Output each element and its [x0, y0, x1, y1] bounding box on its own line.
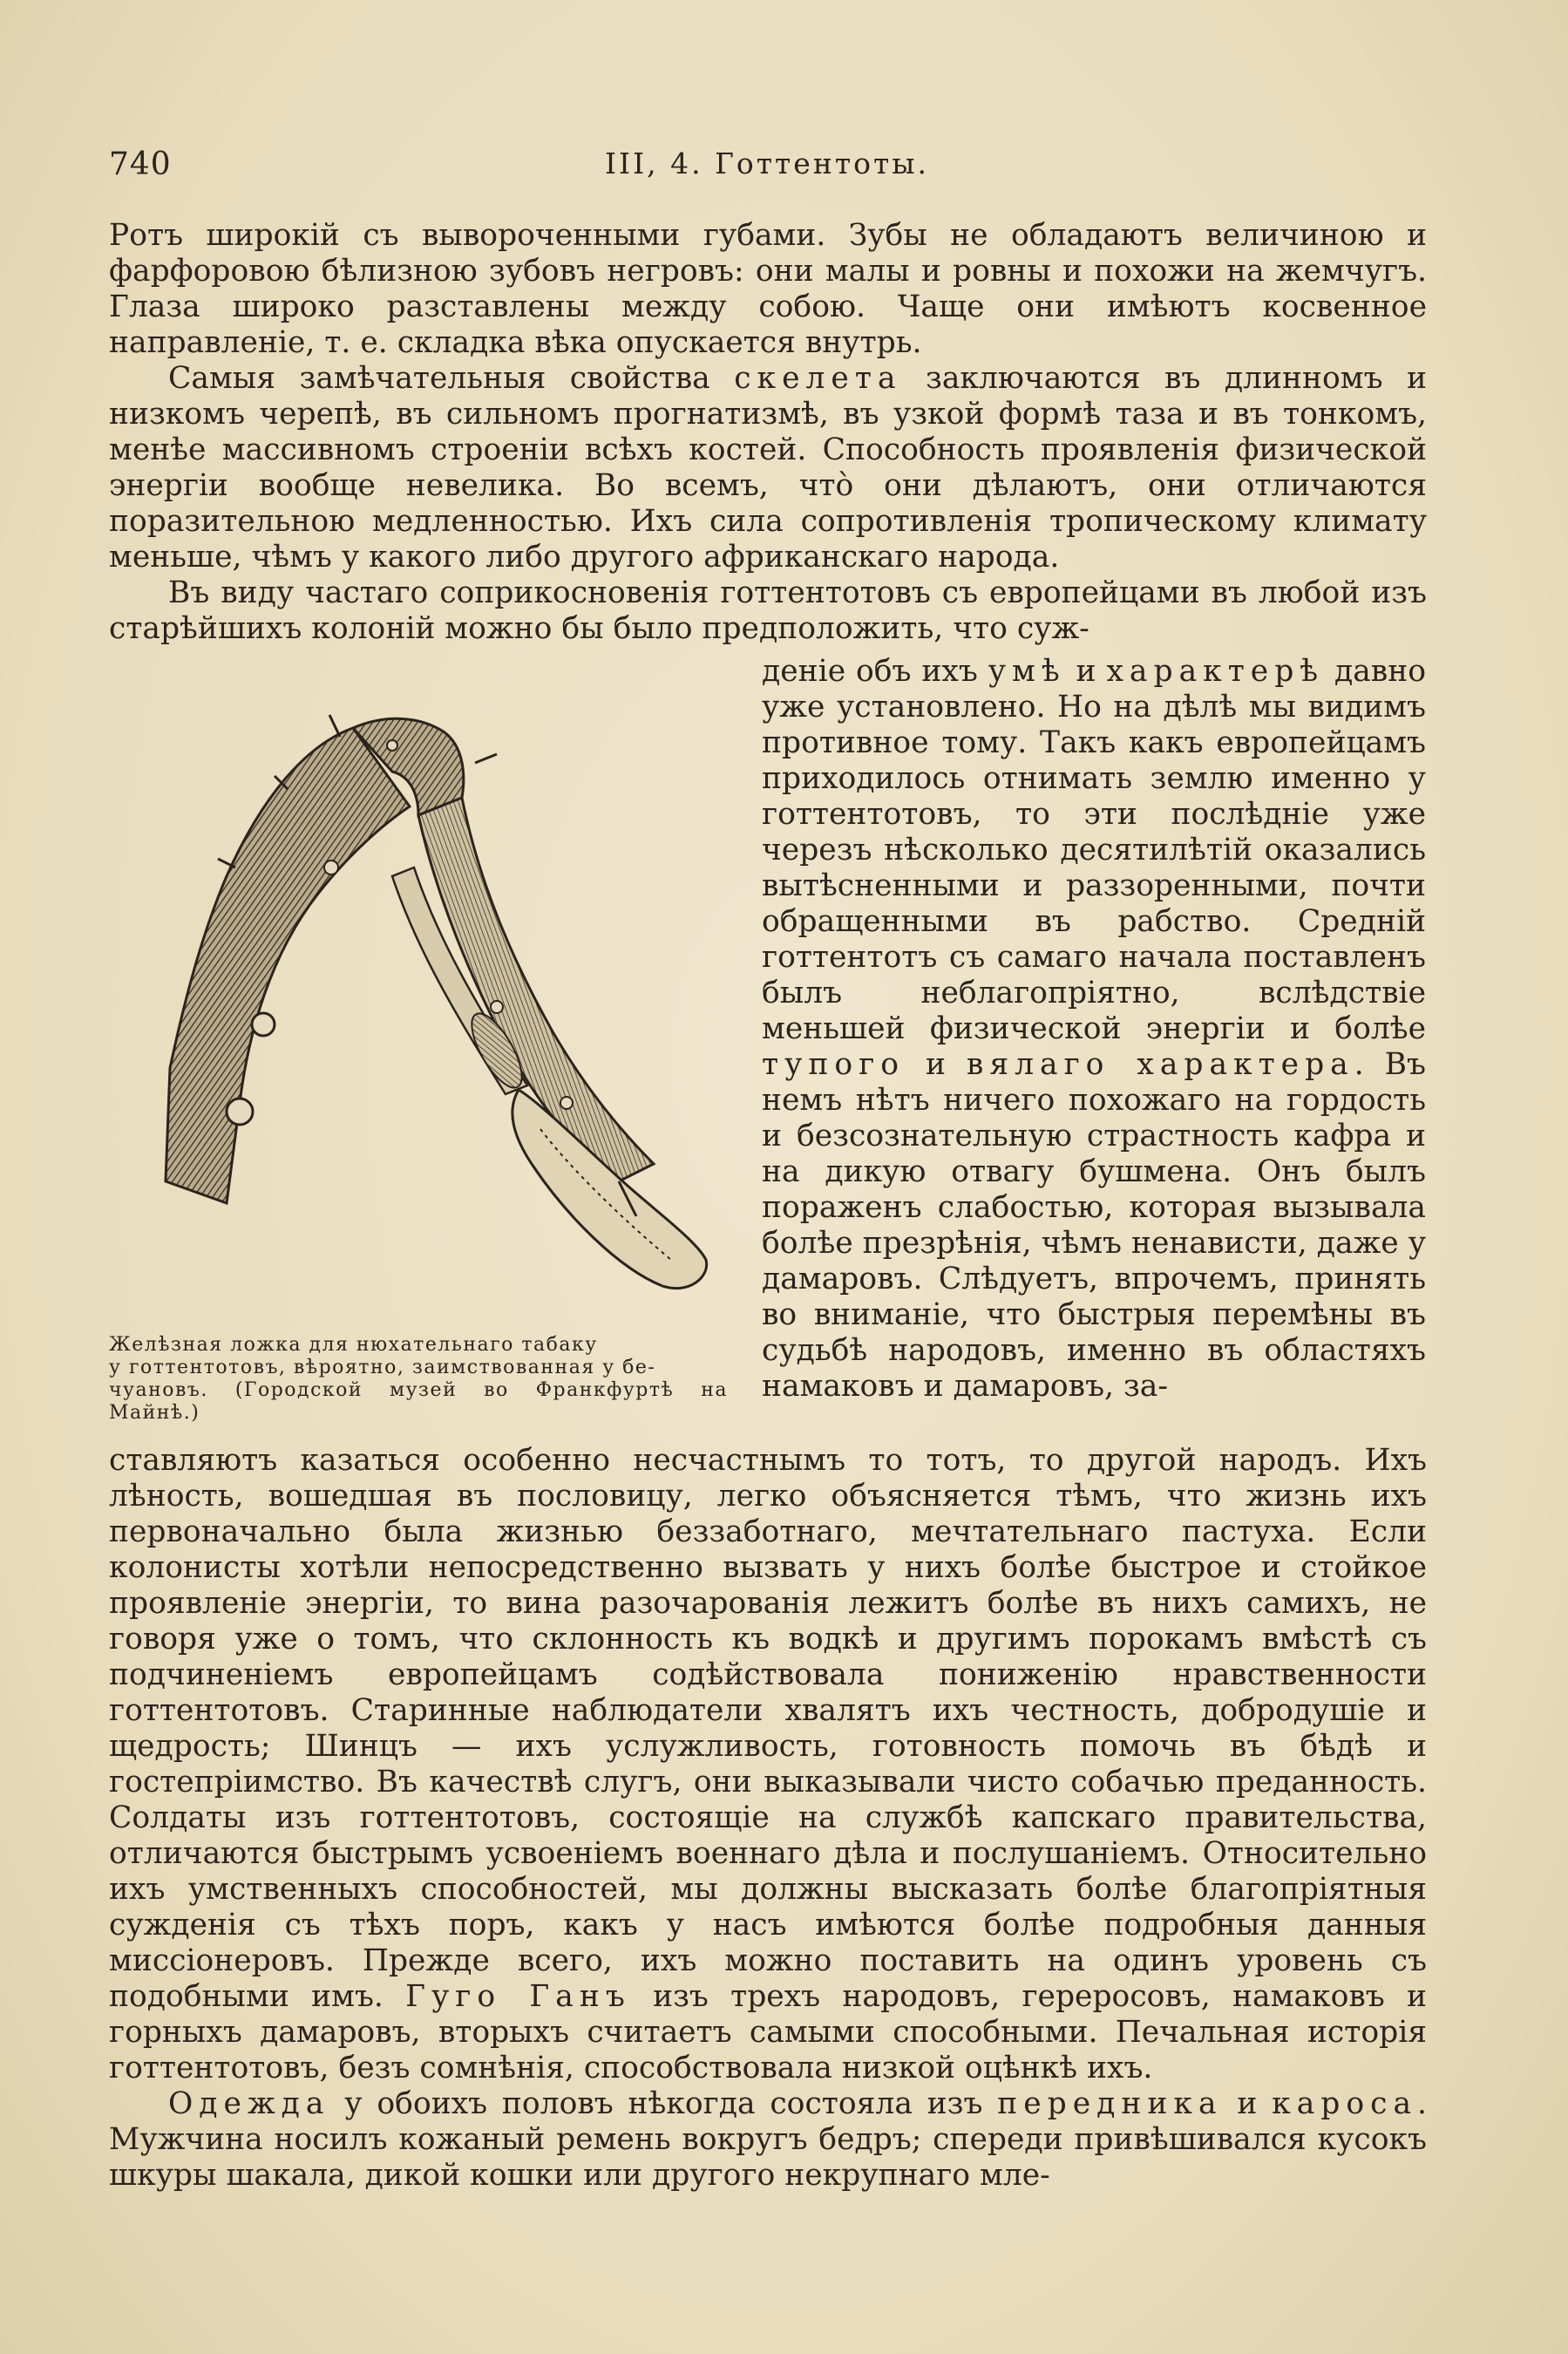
wrap-text-b: и: [1065, 654, 1107, 689]
paragraph-4: [109, 2086, 1427, 2194]
paragraph-2-text-b: заключаются въ длинномъ и низкомъ черепѣ, въ сильномъ прогнатизмѣ, въ узкой формѣ таза и въ тонкомъ, менѣе массивномъ строеніи всѣхъ костей. Способность проявленія физической энергіи вообще невелика. Во всемъ, что̀ они дѣлаютъ, они отличаются поразительною медленностью. Ихъ сила сопротивленія тропическому климату меньше, чѣмъ у какого либо другого африканскаго народа.: [109, 361, 1427, 575]
page-number: 740: [109, 146, 172, 182]
bottom-text-a: ставляютъ казаться особенно несчастнымъ то тотъ, то другой народъ. Ихъ лѣность, вошедшая въ пословицу, легко объясняется тѣмъ, что жизнь ихъ первоначально была жизнью беззаботнаго, мечтательнаго пастуха. Если колонисты хотѣли непосредственно вызвать у нихъ болѣе быстрое и стойкое проявленіе энергіи, то вина разочарованія лежитъ болѣе въ нихъ самихъ, не говоря уже о томъ, что склонность къ водкѣ и другимъ порокамъ вмѣстѣ съ подчиненіемъ европейцамъ содѣйствовала пониженію нравственности готтентотовъ. Старинные наблюдатели хвалятъ ихъ честность, добродушіе и щедрость; Шинцъ — ихъ услужливость, готовность помочь въ бѣдѣ и гостепріимство. Въ качествѣ слугъ, они выказывали чисто собачью преданность. Солдаты изъ готтентотовъ, состоящіе на службѣ капскаго правительства, отличаются быстрымъ усвоеніемъ военнаго дѣла и послушаніемъ. Относительно ихъ умственныхъ способностей, мы должны высказать болѣе благопріятныя сужденія съ тѣхъ поръ, какъ у насъ имѣются болѣе подробныя данныя миссіонеровъ. Прежде всего, ихъ можно поставить на одинъ уровень съ подобными имъ.: [109, 1443, 1427, 2014]
p4-text-b: и: [1222, 2086, 1273, 2121]
paragraph-2-text-a: Самыя замѣчательныя свойства: [168, 361, 735, 396]
running-title: III, 4. Готтентоты.: [605, 146, 929, 180]
bottom-emphasis: Гуго Ганъ: [405, 1979, 631, 2014]
paragraph-3-bottom: [109, 1443, 1427, 2086]
paragraph-1: Ротъ широкій съ вывороченными губами. Зубы не обладаютъ величиною и фарфоровою бѣлизною зубовъ негровъ: они малы и ровны и похожи на жемчугъ. Глаза широко разставлены между собою. Чаще они имѣютъ косвенное направленіе, т. е. складка вѣка опускается внутрь.: [109, 218, 1427, 360]
text-block-top: [109, 218, 1427, 647]
paragraph-2: [109, 361, 1427, 575]
caption-line-3: чуановъ. (Городской музей во Франкфуртѣ на Майнѣ.): [109, 1379, 728, 1424]
paragraph-3-top: Въ виду частаго соприкосновенія готтентотовъ съ европейцами въ любой изъ старѣйшихъ колоній можно бы было предположить, что суж-: [109, 575, 1427, 646]
wrap-emphasis-4: вялаго характера: [966, 1047, 1354, 1082]
paragraph-2-emphasis: скелета: [734, 361, 902, 396]
p4-emphasis-1: Одежда: [168, 2086, 330, 2121]
page-header: [109, 146, 1425, 190]
wrap-text-c: давно уже установлено. Но на дѣлѣ мы видимъ противное тому. Такъ какъ европейцамъ приходилось отнимать землю именно у готтентотовъ, то эти послѣдніе уже черезъ нѣсколько десятилѣтій оказались вытѣсненными и раззоренными, почти обращенными въ рабство. Средній готтентотъ съ самаго начала поставленъ былъ неблагопріятно, вслѣдствіе меньшей физической энергіи и болѣе: [762, 654, 1426, 1046]
wrap-text-d: и: [905, 1047, 967, 1082]
caption-line-2: у готтентотовъ, вѣроятно, заимствованная у бе-: [109, 1357, 656, 1378]
bottom-text-b: изъ трехъ народовъ, гереросовъ, намаковъ и горныхъ дамаровъ, вторыхъ считаетъ самыми способными. Печальная исторія готтентотовъ, безъ сомнѣнія, способствовала низкой оцѣнкѣ ихъ.: [109, 1979, 1427, 2085]
p4-text-c: . Мужчина носилъ кожаный ремень вокругъ бедръ; спереди привѣшивался кусокъ шкуры шакала, дикой кошки или другого некрупнаго мле-: [109, 2086, 1427, 2193]
text-block-bottom: [109, 1443, 1427, 2194]
figure-caption: [109, 1334, 728, 1425]
p4-emphasis-2: передника: [997, 2086, 1223, 2121]
p4-text-a: у обоихъ половъ нѣкогда состояла изъ: [329, 2086, 998, 2121]
caption-line-1: Желѣзная ложка для нюхательнаго табаку: [109, 1334, 598, 1356]
wrap-emphasis-3: тупого: [762, 1047, 905, 1082]
wrap-text-e: . Въ немъ нѣтъ ничего похожаго на гордость и безсознательную страстность кафра и на дикую отвагу бушмена. Онъ былъ пораженъ слабостью, которая вызывала болѣе презрѣнія, чѣмъ ненависти, даже у дамаровъ. Слѣдуетъ, впрочемъ, принять во вниманіе, что быстрыя перемѣны въ судьбѣ народовъ, именно въ областяхъ намаковъ и дамаровъ, за-: [762, 1047, 1426, 1404]
wrap-emphasis-2: характерѣ: [1106, 654, 1325, 689]
wrap-text-a: деніе объ ихъ: [762, 654, 988, 689]
snuff-spoon-illustration: [131, 693, 732, 1321]
p4-emphasis-3: кароса: [1272, 2086, 1418, 2121]
text-wrap-column: [762, 654, 1426, 1405]
paragraph-3-wrap: [762, 654, 1426, 1405]
wrap-emphasis-1: умѣ: [988, 654, 1066, 689]
